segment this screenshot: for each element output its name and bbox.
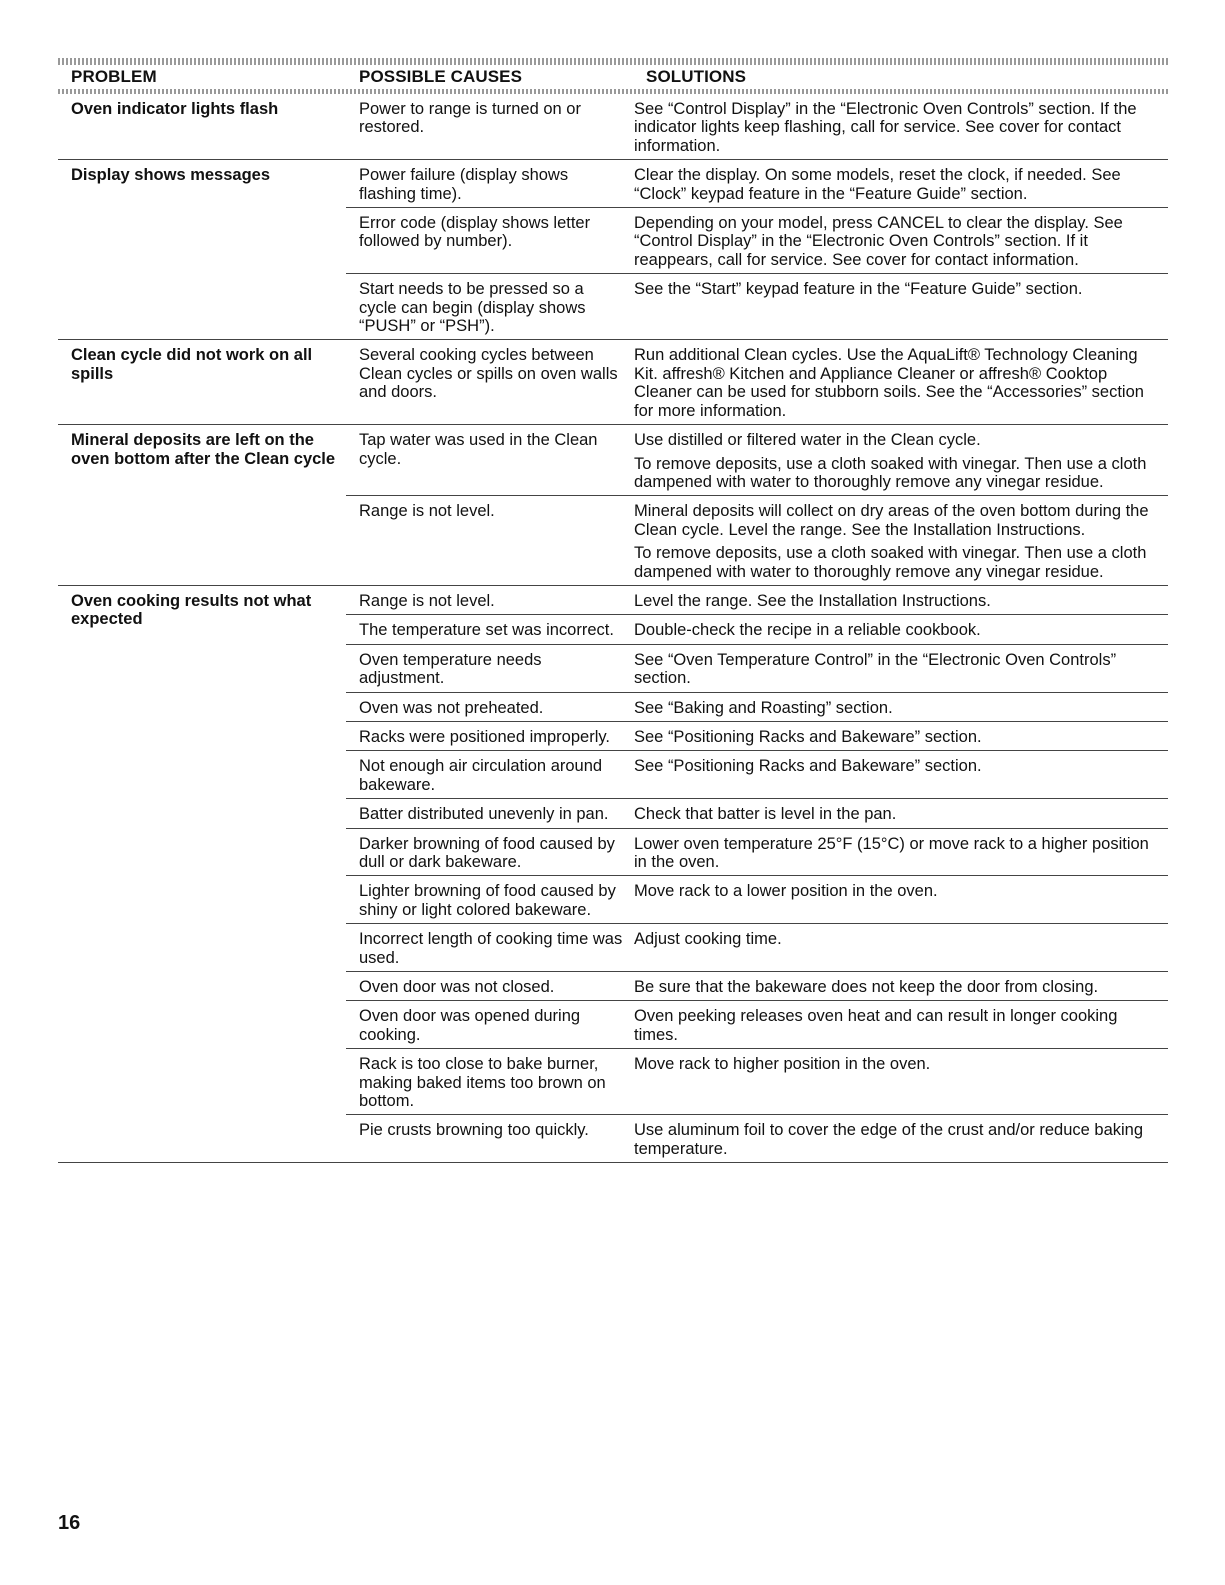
problem-group [58,586,1168,1163]
solution-text: See “Positioning Racks and Bakeware” section. [634,727,982,746]
solution-cell [633,208,1168,273]
header-solutions: SOLUTIONS [646,67,747,86]
solution-text: Double-check the recipe in a reliable cookbook. [634,621,981,640]
solution-text: Move rack to higher position in the oven. [634,1055,931,1074]
cause-solution-rows [346,425,1168,585]
table-row [346,614,1168,643]
possible-cause: Lighter browning of food caused by shiny or light colored bakeware. [359,882,616,919]
problem-label: Mineral deposits are left on the oven bottom after the Clean cycle [71,431,336,468]
problem-label: Clean cycle did not work on all spills [71,346,313,383]
possible-cause: Batter distributed unevenly in pan. [359,805,609,824]
table-row [346,1000,1168,1048]
cause-solution-rows [346,160,1168,339]
problem-group [58,94,1168,160]
solution-text: See “Oven Temperature Control” in the “Electronic Oven Controls” section. [634,650,1117,688]
possible-cause: Oven door was opened during cooking. [359,1007,581,1044]
table-row [346,923,1168,971]
solution-text: Run additional Clean cycles. Use the AquaLift® Technology Cleaning Kit. affresh® Kitchen and Appliance Cleaner or affresh® Cooktop Cleaner can be used for stubborn soils. See the “Accessories” section for more information. [634,346,1144,420]
solution-text: See “Baking and Roasting” section. [634,698,893,717]
solution-cell [633,160,1168,207]
table-row [346,971,1168,1000]
cause-solution-rows [346,340,1168,424]
table-row [346,207,1168,273]
solution-text: See “Control Display” in the “Electronic Oven Controls” section. If the indicator lights keep flashing, call for service. See cover for contact information. [634,100,1137,155]
possible-cause: Range is not level. [359,591,495,610]
possible-cause: Several cooking cycles between Clean cycles or spills on oven walls and doors. [359,346,618,402]
possible-cause: Error code (display shows letter followed by number). [359,214,591,251]
solution-text: Use aluminum foil to cover the edge of the crust and/or reduce baking temperature. [634,1121,1144,1158]
table-row [346,273,1168,339]
solution-cell [633,1001,1168,1048]
possible-cause: Racks were positioned improperly. [359,727,610,746]
solution-cell [633,876,1168,923]
table-row [346,828,1168,876]
header-problem: PROBLEM [71,67,157,86]
table-row [346,875,1168,923]
problem-group [58,425,1168,586]
solution-cell [633,751,1168,798]
solution-cell [633,722,1168,750]
solution-cell [633,615,1168,643]
table-row [346,721,1168,750]
table-row [346,425,1168,495]
solution-text: Level the range. See the Installation Instructions. [634,591,991,610]
solution-cell [633,972,1168,1000]
possible-cause: The temperature set was incorrect. [359,621,614,640]
solution-cell [633,693,1168,721]
possible-cause: Incorrect length of cooking time was used. [359,930,623,967]
cause-solution-rows [346,586,1168,1162]
solution-cell [633,799,1168,827]
table-row [346,160,1168,207]
solution-text: Use distilled or filtered water in the Clean cycle. [634,431,981,450]
solution-text: To remove deposits, use a cloth soaked with vinegar. Then use a cloth dampened with water to thoroughly remove any vinegar residue. [634,454,1147,491]
solution-cell [633,496,1168,585]
solution-text: Adjust cooking time. [634,930,782,949]
solution-text: See “Positioning Racks and Bakeware” section. [634,757,982,776]
solution-text: Check that batter is level in the pan. [634,805,897,824]
table-row [346,495,1168,585]
solution-text: Lower oven temperature 25°F (15°C) or move rack to a higher position in the oven. [634,834,1149,871]
problem-label: Display shows messages [71,166,271,185]
possible-cause: Rack is too close to bake burner, making baked items too brown on bottom. [359,1055,606,1111]
problem-label: Oven cooking results not what expected [71,591,312,629]
solution-cell [633,586,1168,614]
table-row [346,1114,1168,1162]
possible-cause: Oven was not preheated. [359,698,544,717]
table-row [346,586,1168,614]
solution-cell [633,94,1168,159]
table-row [346,692,1168,721]
table-row [346,750,1168,798]
possible-cause: Oven door was not closed. [359,978,555,997]
solution-cell [633,829,1168,876]
solution-text: Oven peeking releases oven heat and can result in longer cooking times. [634,1007,1118,1044]
header-top-rule [58,58,1168,65]
solution-text: Mineral deposits will collect on dry areas of the oven bottom during the Clean cycle. Level the range. See the Installation Instructions. [634,502,1149,539]
table-row [346,1048,1168,1114]
table-row [346,94,1168,159]
cause-solution-rows [346,94,1168,159]
problem-label: Oven indicator lights flash [71,100,279,118]
possible-cause: Darker browning of food caused by dull or dark bakeware. [359,834,615,871]
possible-cause: Tap water was used in the Clean cycle. [359,431,598,468]
possible-cause: Power to range is turned on or restored. [359,100,581,137]
solution-cell [633,425,1168,495]
possible-cause: Power failure (display shows flashing time). [359,166,569,203]
possible-cause: Pie crusts browning too quickly. [359,1121,589,1140]
table-row [346,798,1168,827]
solution-cell [633,340,1168,424]
solution-text: Move rack to a lower position in the oven. [634,882,938,901]
solution-text: Depending on your model, press CANCEL to clear the display. See “Control Display” in the “Electronic Oven Controls” section. If it reappears, call for service. See cover for contact information. [634,214,1123,269]
possible-cause: Start needs to be pressed so a cycle can begin (display shows “PUSH” or “PSH”). [359,280,586,336]
solution-text: To remove deposits, use a cloth soaked with vinegar. Then use a cloth dampened with water to thoroughly remove any vinegar residue. [634,544,1147,581]
table-row [346,340,1168,424]
solution-cell [633,1115,1168,1162]
possible-cause: Oven temperature needs adjustment. [359,650,542,688]
possible-cause: Not enough air circulation around bakeware. [359,757,603,794]
problem-group [58,340,1168,425]
solution-cell [633,924,1168,971]
solution-cell [633,645,1168,692]
page-number: 16 [58,1512,81,1534]
troubleshooting-table [58,58,1168,1163]
table-row [346,644,1168,692]
solution-text: Be sure that the bakeware does not keep the door from closing. [634,978,1099,997]
solution-text: Clear the display. On some models, reset the clock, if needed. See “Clock” keypad feature in the “Feature Guide” section. [634,166,1121,203]
header-possible-causes: POSSIBLE CAUSES [359,67,523,86]
solution-cell [633,1049,1168,1114]
table-header [58,65,1168,89]
possible-cause: Range is not level. [359,502,495,521]
solution-text: See the “Start” keypad feature in the “Feature Guide” section. [634,280,1083,299]
problem-group [58,160,1168,340]
table-body [58,94,1168,1163]
solution-cell [633,274,1168,339]
